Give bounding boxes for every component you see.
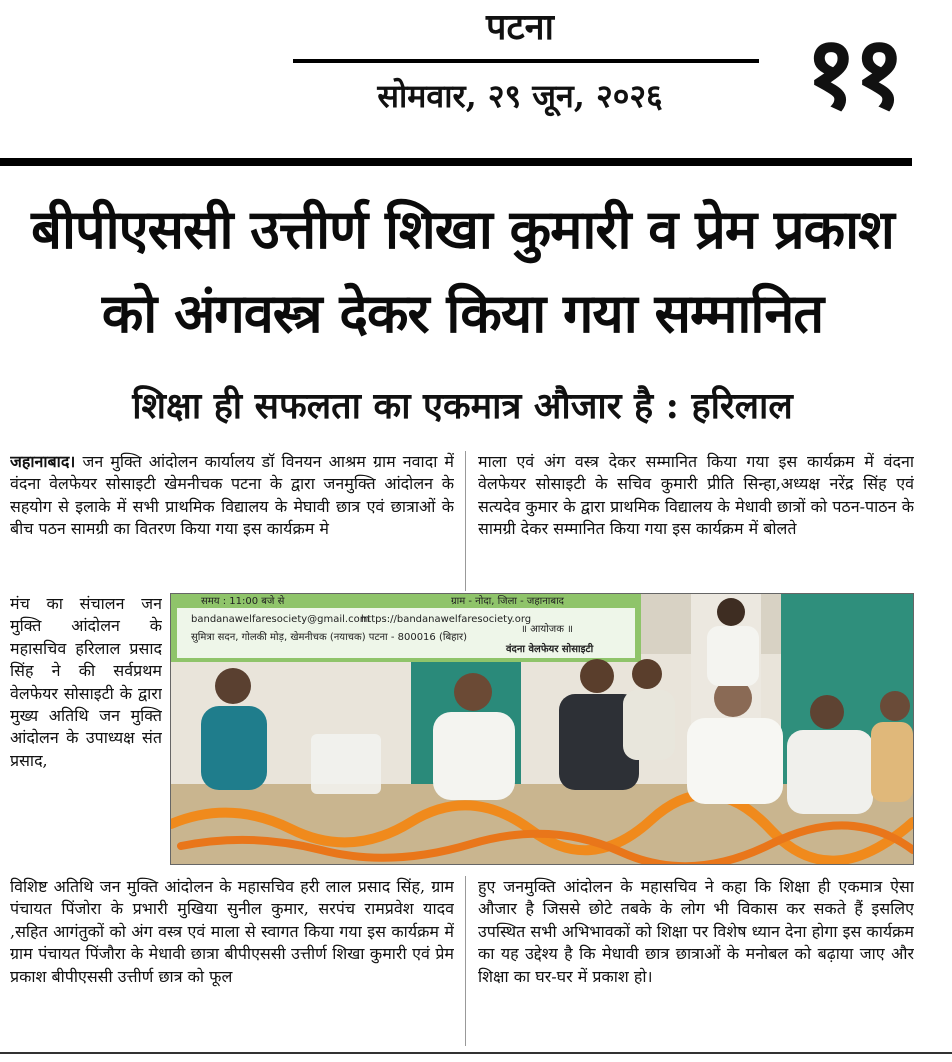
banner-organizer-label: ॥ आयोजक ॥ bbox=[521, 624, 574, 635]
banner-venue: ग्राम - नोदा, जिला - जहानाबाद bbox=[451, 596, 564, 607]
banner-time: समय : 11:00 बजे से bbox=[201, 596, 285, 607]
article-column-1-bottom bbox=[10, 876, 454, 1046]
masthead-rule bbox=[293, 59, 759, 63]
article-headline: बीपीएससी उत्तीर्ण शिखा कुमारी व प्रेम प्रकाश को अंगवस्त्र देकर किया गया सम्मानित bbox=[31, 198, 894, 345]
article-col1-top-text: जन मुक्ति आंदोलन कार्यालय डॉ विनयन आश्रम ग्राम नवादा में वंदना वेलफेयर सोसाइटी खेमनीचक पटना के द्वारा जनमुक्ति आंदोलन के सहयोग से इलाके में सभी प्राथमिक विद्यालय के मेघावी छात्र एवं छात्राओं के बीच पठन सामग्री का वितरण किया गया इस कार्यक्रम मे bbox=[10, 452, 454, 539]
banner-address: सुमित्रा सदन, गोलकी मोड़, खेमनीचक (नयाचक) पटना - 800016 (बिहार) bbox=[191, 632, 468, 643]
section-rule bbox=[0, 158, 912, 166]
masthead-city: पटना bbox=[486, 7, 554, 48]
event-photo bbox=[170, 593, 914, 865]
article-dateline: जहानाबाद। bbox=[10, 452, 76, 471]
bottom-rule bbox=[0, 1052, 952, 1054]
column-divider-bottom bbox=[465, 876, 466, 1046]
article-col2-top-text: माला एवं अंग वस्त्र देकर सम्मानित किया गया इस कार्यक्रम में वंदना वेलफेयर सोसाइटी के सचिव कुमारी प्रीति सिन्हा,अध्यक्ष नरेंद्र सिंह एवं सत्यदेव कुमार के द्वारा प्राथमिक विद्यालय के मेधावी छात्रों को पठन-पाठन के सामग्री देकर सम्मानित किया गया इस कार्यक्रम में बोलते bbox=[478, 452, 914, 539]
masthead-date: सोमवार, २९ जून, २०२६ bbox=[377, 77, 663, 115]
article-column-2-bottom bbox=[478, 876, 914, 1046]
article-col1-narrow-text: मंच का संचालन जन मुक्ति आंदोलन के महासचिव हरिलाल प्रसाद सिंह ने की सर्वप्रथम वेलफेयर सोसाइटी के द्वारा मुख्य अतिथि जन मुक्ति आंदोलन के उपाध्यक्ष संत प्रसाद, bbox=[10, 594, 162, 770]
banner-website: https://bandanawelfaresociety.org bbox=[361, 614, 532, 625]
page-number: ११ bbox=[805, 14, 901, 131]
article-col1-bottom-text: विशिष्ट अतिथि जन मुक्ति आंदोलन के महासचिव हरी लाल प्रसाद सिंह, ग्राम पंचायत पिंजोरा के प्रभारी मुखिया सुनील कुमार, सरपंच रामप्रवेश यादव ,सहित आगंतुकों को अंग वस्त्र एवं माला से स्वागत किया गया इस कार्यक्रम में ग्राम पंचायत पिंजौरा के मेधावी छात्रा बीपीएससी उत्तीर्ण शिखा कुमारी एवं प्रेम प्रकाश बीपीएससी उत्तीर्ण छात्र को फूल bbox=[10, 877, 454, 986]
column-divider-top bbox=[465, 451, 466, 591]
banner-organizer-name: वंदना वेलफेयर सोसाइटी bbox=[506, 644, 594, 655]
article-column-1-narrow bbox=[10, 593, 162, 865]
article-subheadline: शिक्षा ही सफलता का एकमात्र औजार है : हरिलाल bbox=[132, 385, 793, 427]
article-col2-bottom-text: हुए जनमुक्ति आंदोलन के महासचिव ने कहा कि शिक्षा ही एकमात्र ऐसा औजार है जिससे छोटे तबके के लोग भी विकास कर सकते हैं इसलिए उपस्थित सभी अभिभावकों को शिक्षा पर विशेष ध्यान देना होगा इस कार्यक्रम का यह उद्देश्य है कि मेधावी छात्र छात्राओं के मनोबल को बढ़ाया जाए और शिक्षा का घर-घर में प्रकाश हो। bbox=[478, 877, 914, 986]
banner-email: bandanawelfaresociety@gmail.com bbox=[191, 614, 370, 625]
article-column-1-top bbox=[10, 451, 454, 591]
article-column-2-top bbox=[478, 451, 914, 591]
